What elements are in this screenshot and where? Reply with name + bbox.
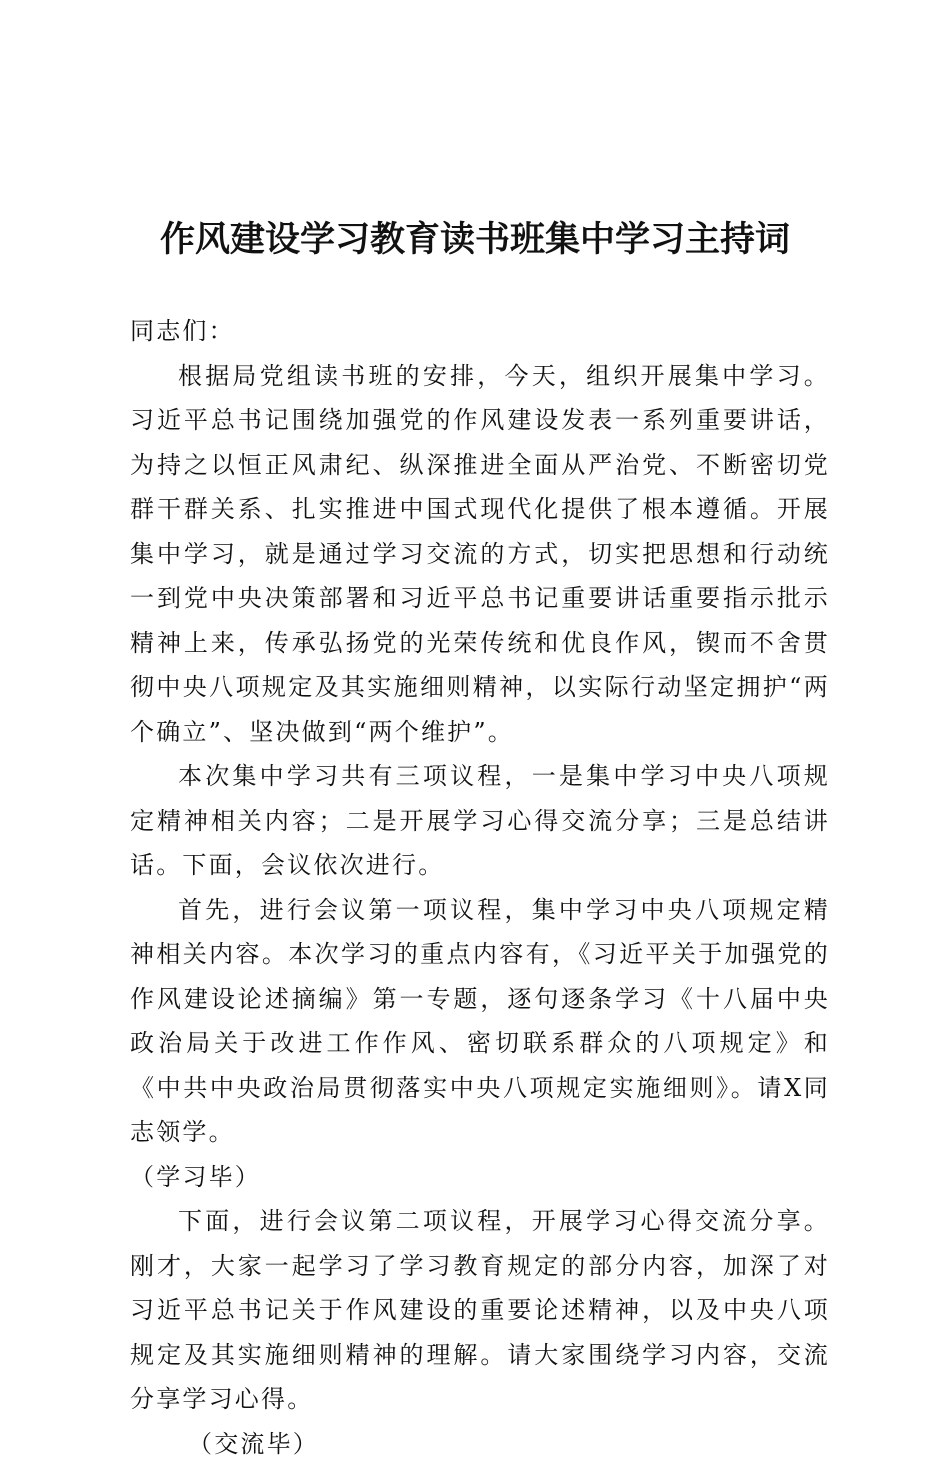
note-study-finished: （学习毕） [130, 1155, 830, 1200]
paragraph-opening: 根据局党组读书班的安排，今天，组织开展集中学习。习近平总书记围绕加强党的作风建设发表一系列重要讲话，为持之以恒正风肃纪、纵深推进全面从严治党、不断密切党群干群关系、扎实推进中国式现代化提供了根本遵循。开展集中学习，就是通过学习交流的方式，切实把思想和行动统一到党中央决策部署和习近平总书记重要讲话重要指示批示精神上来，传承弘扬党的光荣传统和优良作风，锲而不舍贯彻中央八项规定及其实施细则精神，以实际行动坚定拥护“两个确立”、坚决做到“两个维护”。 [130, 354, 830, 755]
document-body [130, 309, 830, 1466]
document-title: 作风建设学习教育读书班集中学习主持词 [0, 214, 950, 266]
paragraph-first-item: 首先，进行会议第一项议程，集中学习中央八项规定精神相关内容。本次学习的重点内容有，《习近平关于加强党的作风建设论述摘编》第一专题，逐句逐条学习《十八届中央政治局关于改进工作作风、密切联系群众的八项规定》和《中共中央政治局贯彻落实中央八项规定实施细则》。请X同志领学。 [130, 888, 830, 1155]
note-exchange-finished: （交流毕） [130, 1422, 830, 1466]
paragraph-second-item: 下面，进行会议第二项议程，开展学习心得交流分享。刚才，大家一起学习了学习教育规定的部分内容，加深了对习近平总书记关于作风建设的重要论述精神，以及中央八项规定及其实施细则精神的理解。请大家围绕学习内容，交流分享学习心得。 [130, 1199, 830, 1422]
salutation: 同志们： [130, 309, 830, 354]
paragraph-agenda: 本次集中学习共有三项议程，一是集中学习中央八项规定精神相关内容；二是开展学习心得交流分享；三是总结讲话。下面，会议依次进行。 [130, 754, 830, 888]
